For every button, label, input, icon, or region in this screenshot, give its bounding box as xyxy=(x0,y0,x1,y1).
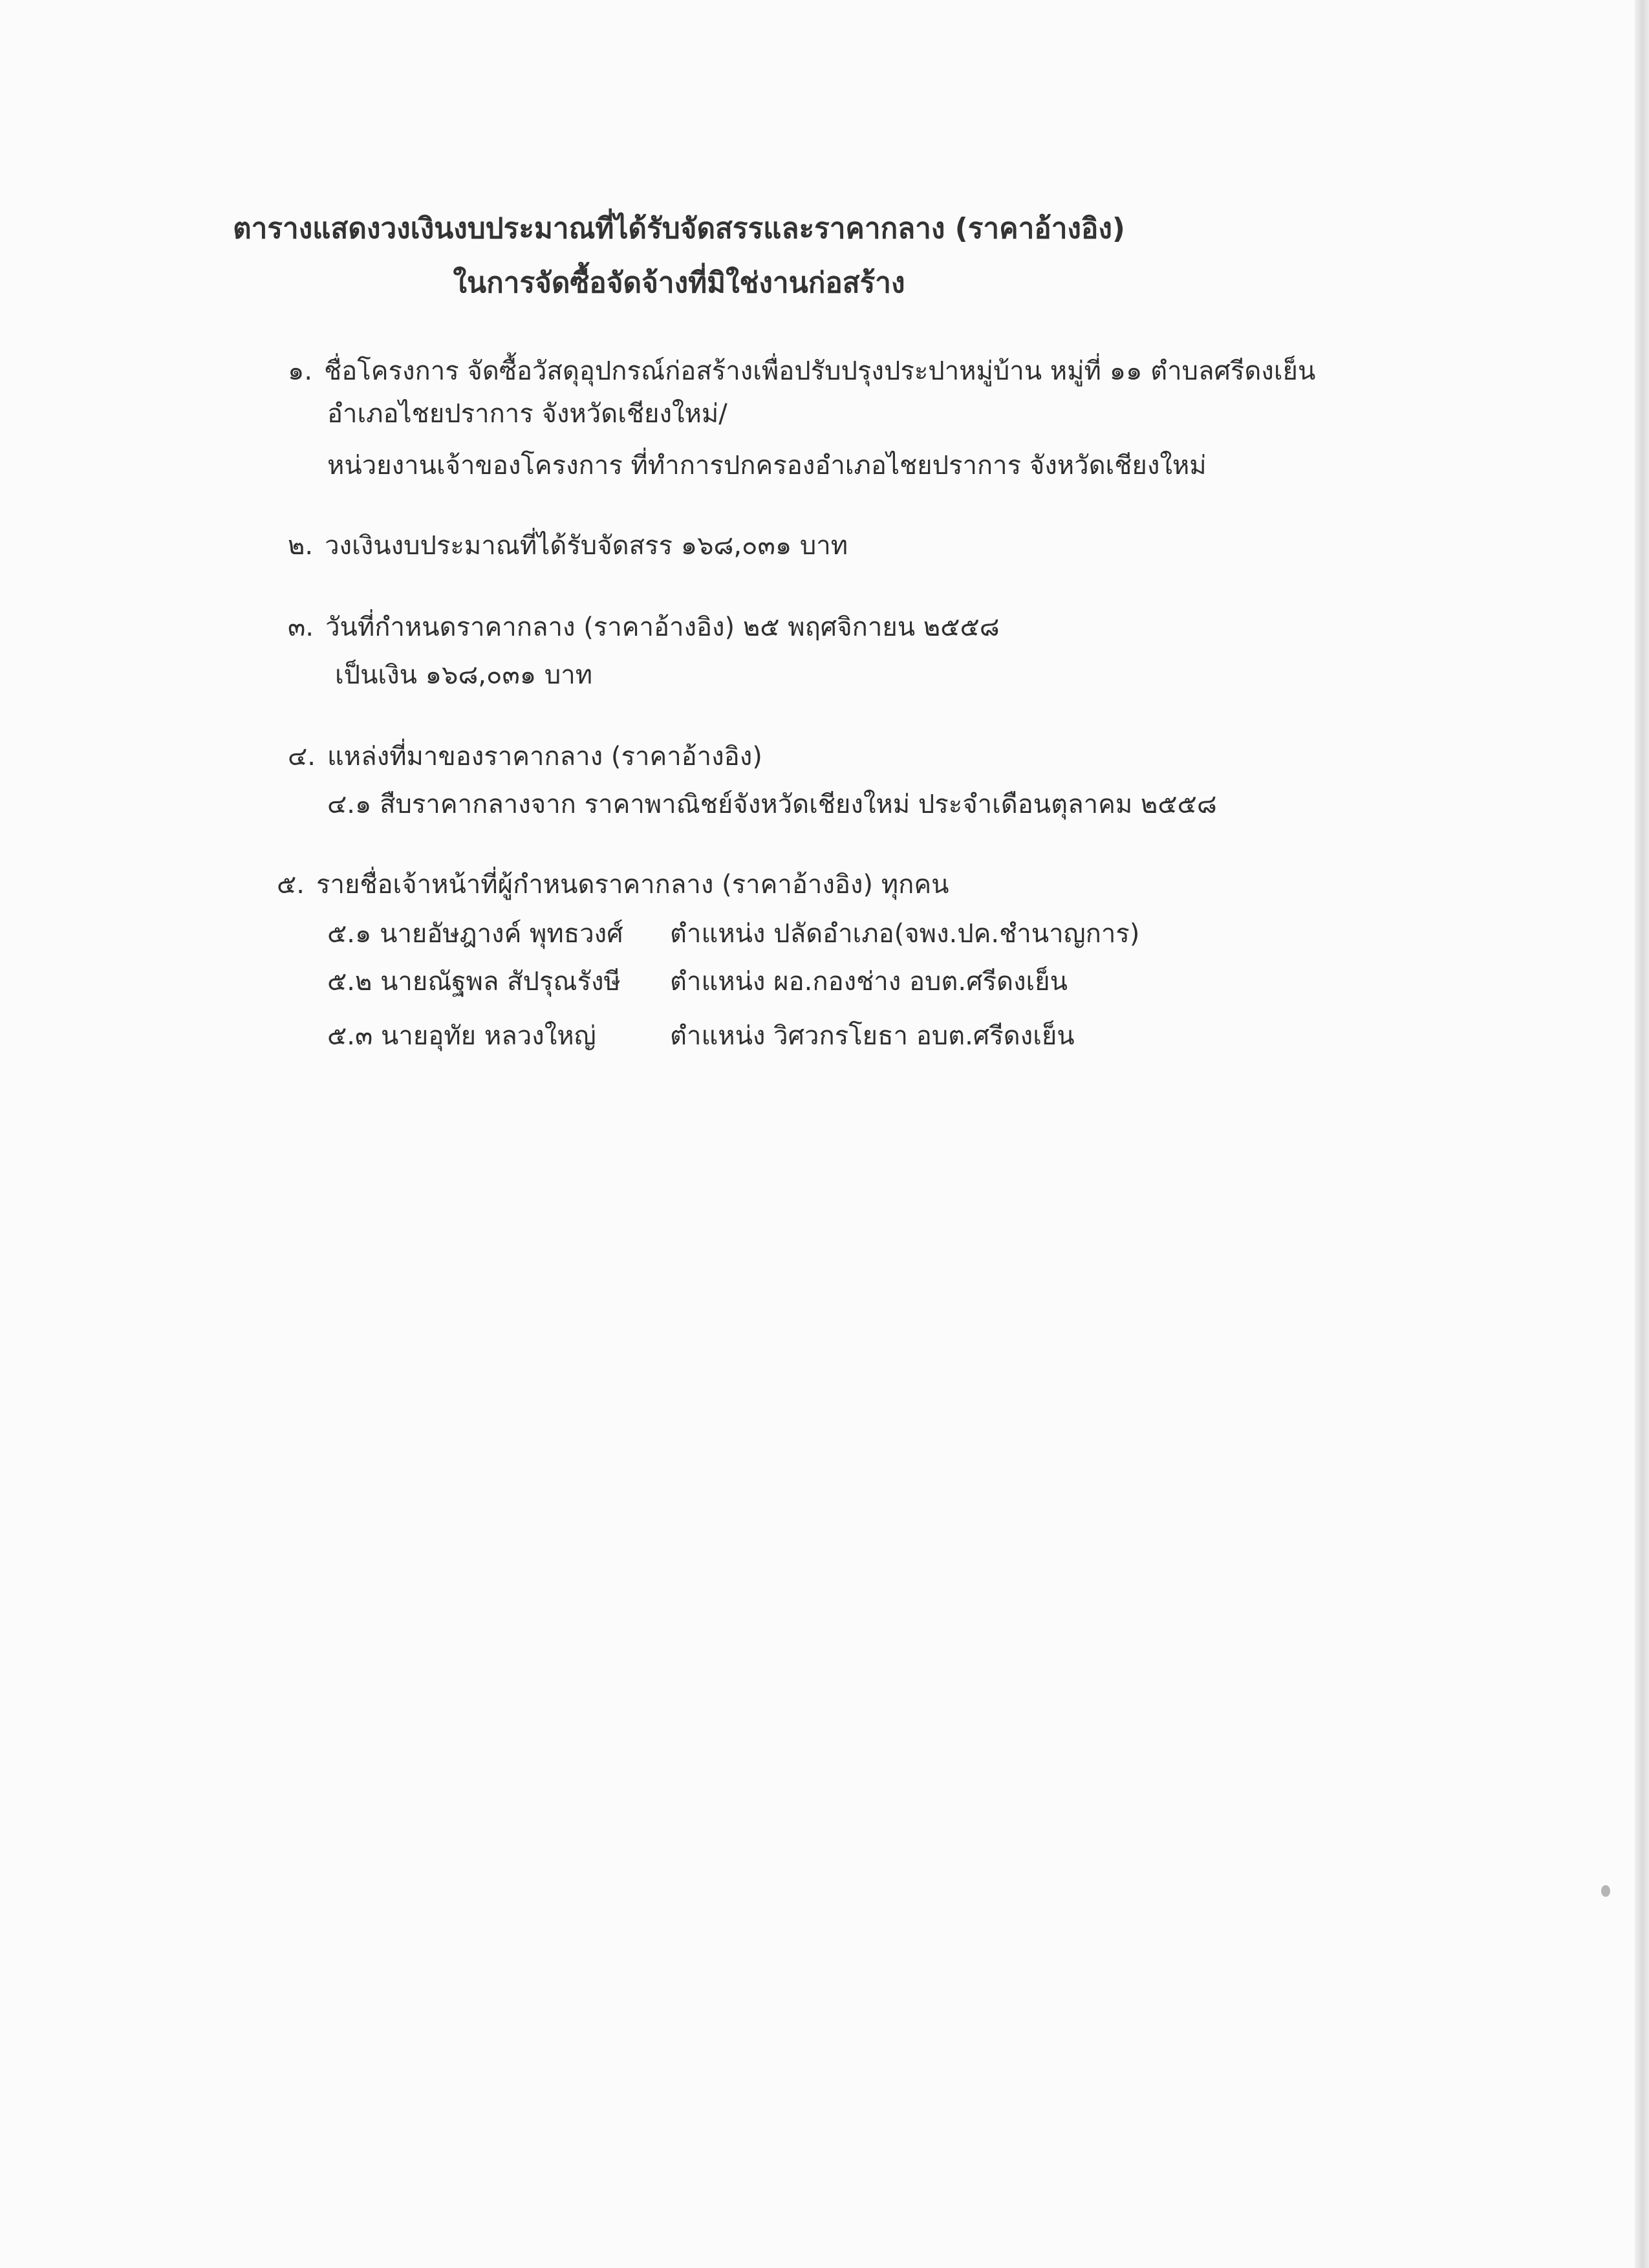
member-row-1 xyxy=(327,917,1233,951)
item-3-line-2: เป็นเงิน ๑๖๘,๐๓๑ บาท xyxy=(335,660,593,690)
item-4-source-heading: แหล่งที่มาของราคากลาง (ราคาอ้างอิง) xyxy=(327,742,762,772)
item-1-line-2: อำเภอไชยปราการ จังหวัดเชียงใหม่/ xyxy=(327,399,727,429)
member-2-name: ๕.๒ นายณัฐพล สัปรุณรังษี xyxy=(327,967,621,997)
item-3-line-1 xyxy=(288,610,1000,644)
item-4-line-1 xyxy=(288,740,762,773)
item-1-number: ๑. xyxy=(288,356,313,386)
member-row-3 xyxy=(327,1019,1233,1053)
member-1-position: ตำแหน่ง ปลัดอำเภอ(จพง.ปค.ชำนาญการ) xyxy=(670,919,1140,949)
member-1-name: ๕.๑ นายอัษฎางค์ พุทธวงศ์ xyxy=(327,919,623,949)
item-1-line-1 xyxy=(288,354,1315,388)
item-2-line-1 xyxy=(288,529,848,563)
item-2-number: ๒. xyxy=(288,531,314,561)
item-2-budget: วงเงินงบประมาณที่ได้รับจัดสรร ๑๖๘,๐๓๑ บาท xyxy=(325,531,848,561)
item-4-line-2: ๔.๑ สืบราคากลางจาก ราคาพาณิชย์จังหวัดเชียงใหม่ ประจำเดือนตุลาคม ๒๕๕๘ xyxy=(327,790,1217,819)
member-3-position: ตำแหน่ง วิศวกรโยธา อบต.ศรีดงเย็น xyxy=(670,1021,1075,1051)
item-1-project-name: ชื่อโครงการ จัดซื้อวัสดุอุปกรณ์ก่อสร้างเพื่อปรับปรุงประปาหมู่บ้าน หมู่ที่ ๑๑ ตำบลศรีดงเย็น xyxy=(324,356,1316,386)
member-row-2 xyxy=(327,965,1233,999)
item-5-heading: รายชื่อเจ้าหน้าที่ผู้กำหนดราคากลาง (ราคาอ้างอิง) ทุกคน xyxy=(316,870,949,900)
item-3-date: วันที่กำหนดราคากลาง (ราคาอ้างอิง) ๒๕ พฤศจิกายน ๒๕๕๘ xyxy=(325,612,1000,642)
page-edge-shadow xyxy=(1635,0,1649,2268)
member-3-name: ๕.๓ นายอุทัย หลวงใหญ่ xyxy=(327,1021,596,1051)
item-5-number: ๕. xyxy=(277,870,305,900)
item-1-line-3: หน่วยงานเจ้าของโครงการ ที่ทำการปกครองอำเภอไชยปราการ จังหวัดเชียงใหม่ xyxy=(327,451,1207,481)
item-4-number: ๔. xyxy=(288,742,316,772)
item-3-number: ๓. xyxy=(288,612,314,642)
scan-mark xyxy=(1601,1885,1610,1897)
document-title-line-1: ตารางแสดงวงเงินงบประมาณที่ได้รับจัดสรรและราคากลาง (ราคาอ้างอิง) xyxy=(233,212,1125,245)
member-2-position: ตำแหน่ง ผอ.กองช่าง อบต.ศรีดงเย็น xyxy=(670,967,1068,997)
document-title-line-2: ในการจัดซื้อจัดจ้างที่มิใช่งานก่อสร้าง xyxy=(453,266,905,299)
item-5-line-1 xyxy=(277,868,949,902)
